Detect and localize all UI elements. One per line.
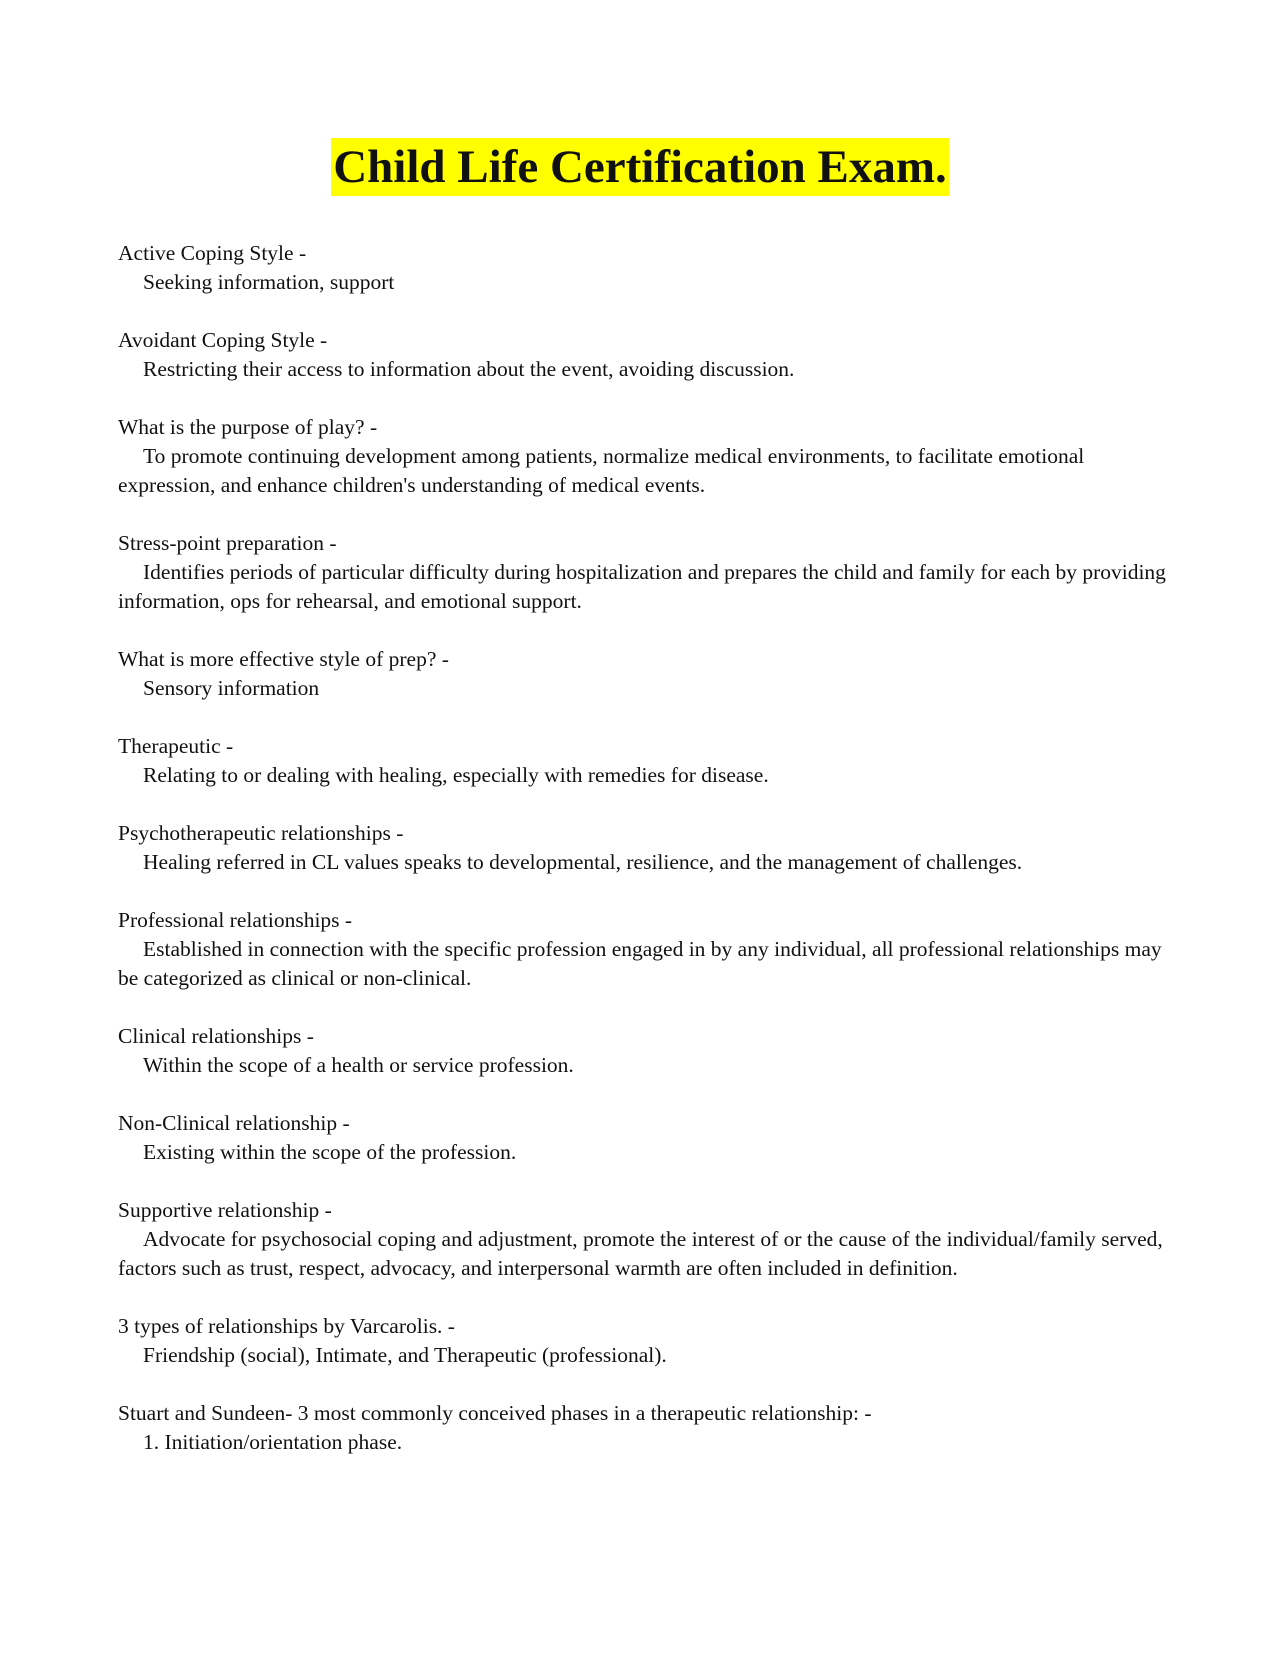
- flashcard-entry: [118, 1022, 1168, 1080]
- flashcard-entry: [118, 1109, 1168, 1167]
- entry-definition: Friendship (social), Intimate, and Therapeutic (professional).: [143, 1343, 667, 1367]
- entry-definition: Identifies periods of particular difficulty during hospitalization and prepares the child and family for each by providing information, ops for rehearsal, and emotional support.: [118, 560, 1166, 613]
- entry-term: Clinical relationships -: [118, 1024, 314, 1048]
- entry-definition: Advocate for psychosocial coping and adjustment, promote the interest of or the cause of the individual/family served, factors such as trust, respect, advocacy, and interpersonal warmth are often included in definition.: [118, 1227, 1163, 1280]
- entry-definition: Healing referred in CL values speaks to developmental, resilience, and the management of challenges.: [143, 850, 1023, 874]
- flashcard-entry: [118, 819, 1168, 877]
- entry-term: Stress-point preparation -: [118, 531, 337, 555]
- flashcard-list: [118, 239, 1168, 1486]
- entry-term: Active Coping Style -: [118, 241, 307, 265]
- entry-definition: Established in connection with the specific profession engaged in by any individual, all professional relationships may be categorized as clinical or non-clinical.: [118, 937, 1162, 990]
- entry-term: Supportive relationship -: [118, 1198, 332, 1222]
- entry-definition: Seeking information, support: [143, 270, 395, 294]
- entry-definition: To promote continuing development among patients, normalize medical environments, to facilitate emotional expression, and enhance children's understanding of medical events.: [118, 444, 1085, 497]
- title-container: [0, 138, 1280, 196]
- entry-term: 3 types of relationships by Varcarolis. -: [118, 1314, 455, 1338]
- flashcard-entry: [118, 906, 1168, 993]
- entry-term: Avoidant Coping Style -: [118, 328, 328, 352]
- entry-term: Psychotherapeutic relationships -: [118, 821, 404, 845]
- flashcard-entry: [118, 413, 1168, 500]
- flashcard-entry: [118, 645, 1168, 703]
- entry-definition: Restricting their access to information about the event, avoiding discussion.: [143, 357, 795, 381]
- entry-term: Non-Clinical relationship -: [118, 1111, 350, 1135]
- entry-term: What is the purpose of play? -: [118, 415, 378, 439]
- flashcard-entry: [118, 1196, 1168, 1283]
- entry-term: Stuart and Sundeen- 3 most commonly conceived phases in a therapeutic relationship: -: [118, 1401, 872, 1425]
- entry-term: Therapeutic -: [118, 734, 234, 758]
- flashcard-entry: [118, 1312, 1168, 1370]
- flashcard-entry: [118, 326, 1168, 384]
- entry-definition: 1. Initiation/orientation phase.: [143, 1430, 403, 1454]
- entry-definition: Within the scope of a health or service profession.: [143, 1053, 574, 1077]
- entry-definition: Relating to or dealing with healing, especially with remedies for disease.: [143, 763, 769, 787]
- flashcard-entry: [118, 732, 1168, 790]
- entry-term: What is more effective style of prep? -: [118, 647, 449, 671]
- entry-definition: Existing within the scope of the profession.: [143, 1140, 517, 1164]
- entry-term: Professional relationships -: [118, 908, 353, 932]
- flashcard-entry: [118, 1399, 1168, 1457]
- flashcard-entry: [118, 239, 1168, 297]
- entry-definition: Sensory information: [143, 676, 320, 700]
- page-title: Child Life Certification Exam.: [331, 138, 949, 196]
- flashcard-entry: [118, 529, 1168, 616]
